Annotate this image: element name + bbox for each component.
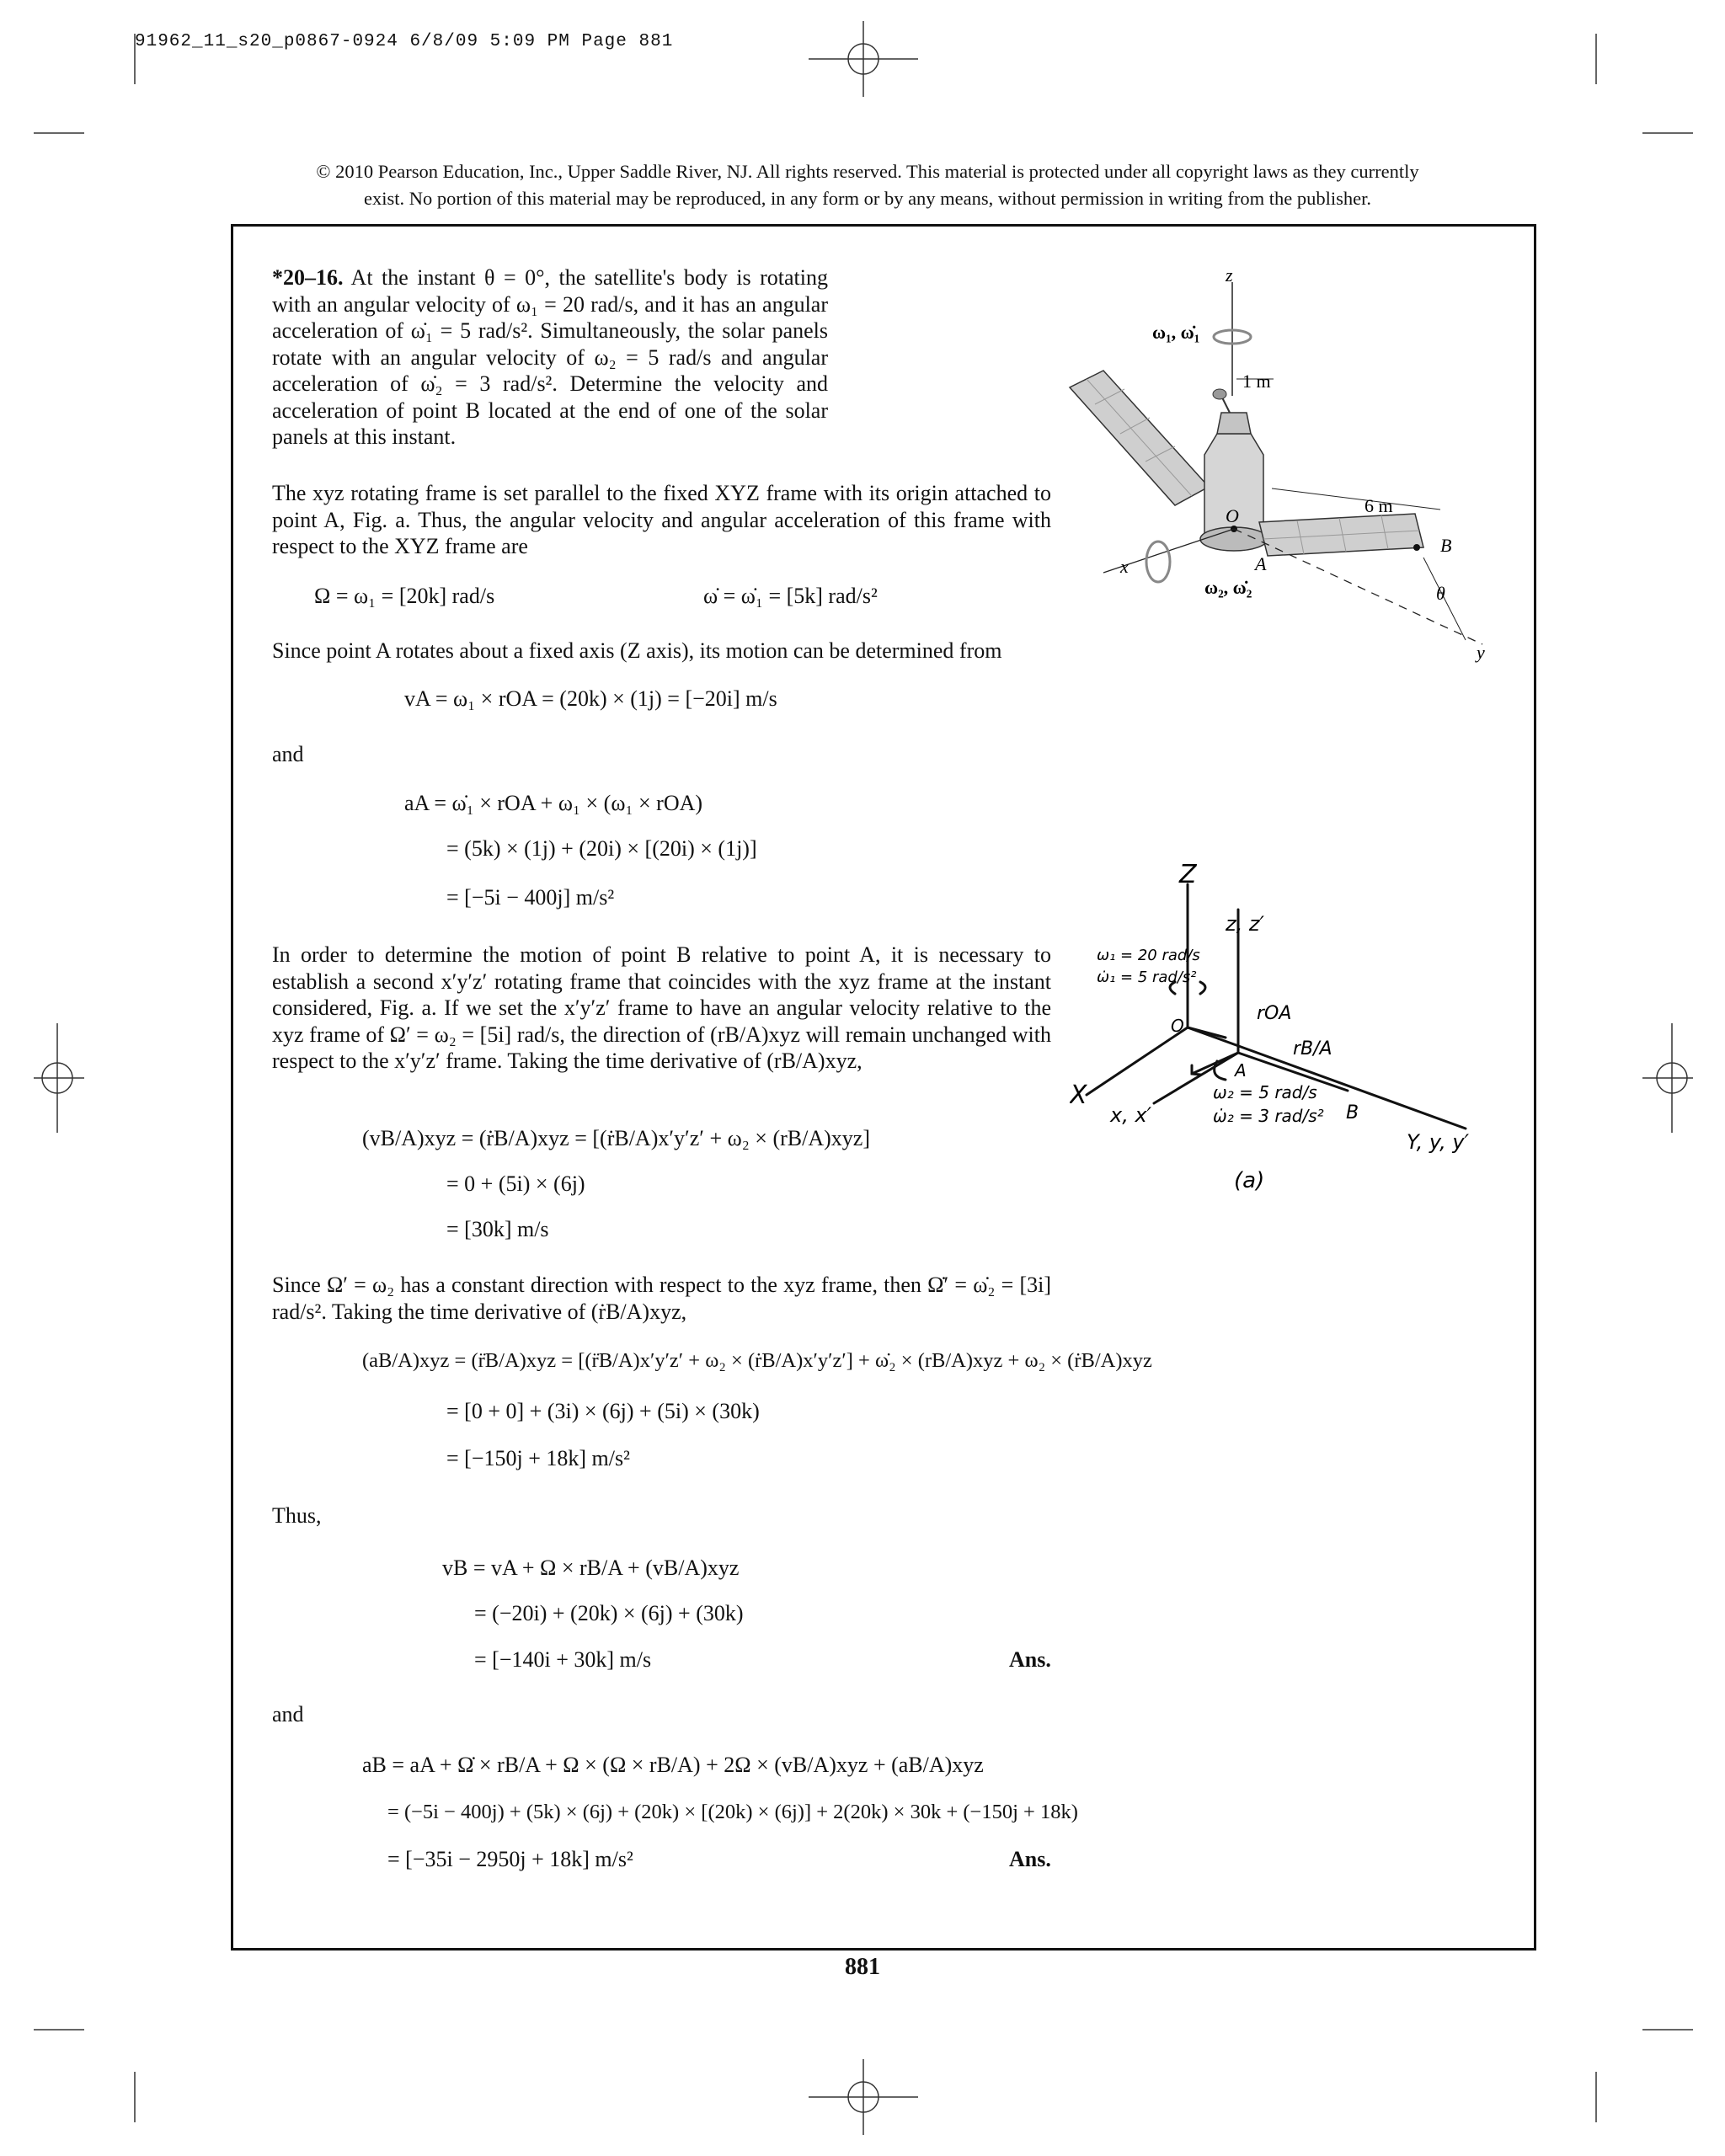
fig2-xx-label: x, x′: [1110, 1103, 1152, 1127]
solution-paragraph-1: The xyz rotating frame is set parallel to the fixed XYZ frame with its origin attached to point A, Fig. a. Thus, the angular velocity and angular acceleration of this frame with respect to the XYZ frame are: [272, 481, 1051, 558]
slug-line: 91962_11_s20_p0867-0924 6/8/09 5:09 PM Page 881: [135, 32, 674, 51]
problem-text: At the instant θ = 0°, the satellite's body is rotating with an angular velocity of ω₁ = 20 rad/s, and it has an angular acceleration of ω̇₁ = 5 rad/s². Simultaneously, the solar panels rotate with an angular velocity of ω₂ = 5 rad/s and angular acceleration of ω̇₂ = 3 rad/s². Determine the velocity and acceleration of point B located at the end of one of the solar panels at this instant.: [272, 265, 828, 449]
problem-statement: [272, 264, 828, 451]
eq-angular-velocity: Ω = ω₁ = [20k] rad/s: [314, 584, 495, 608]
eq-aB-line3: = [−35i − 2950j + 18k] m/s²: [387, 1847, 633, 1871]
eq-aB-line2: = (−5i − 400j) + (5k) × (6j) + (20k) × [(20k) × (6j)] + 2(20k) × 30k + (−150j + 18k): [387, 1801, 1078, 1823]
eq-aA-line2: = (5k) × (1j) + (20i) × [(20i) × (1j)]: [446, 836, 757, 861]
text-and-1: and: [272, 742, 304, 766]
eq-vA: vA = ω₁ × rOA = (20k) × (1j) = [−20i] m/s: [404, 686, 777, 711]
fig2-A-label: A: [1235, 1060, 1247, 1081]
fig1-6m-label: 6 m: [1365, 495, 1393, 516]
eq-angular-acceleration: ω̇ = ω̇₁ = [5k] rad/s²: [703, 584, 878, 608]
fig2-w2-label: ω₂ = 5 rad/s: [1213, 1082, 1317, 1102]
eq-vBA-line1: (vB/A)xyz = (ṙB/A)xyz = [(ṙB/A)x′y′z′ + ω₂ × (rB/A)xyz]: [362, 1126, 870, 1150]
eq-vBA-line3: = [30k] m/s: [446, 1217, 549, 1241]
fig2-zz-label: z, z′: [1226, 912, 1264, 936]
page-number: 881: [845, 1954, 880, 1980]
satellite-figure: [1053, 261, 1491, 682]
fig1-A-label: A: [1255, 553, 1267, 574]
copyright-notice: [236, 158, 1499, 212]
fig2-Z-label: Z: [1179, 860, 1197, 889]
fig2-w1-label: ω₁ = 20 rad/s: [1097, 947, 1200, 964]
fig2-rOA-label: rOA: [1257, 1003, 1292, 1024]
solution-paragraph-2: Since point A rotates about a fixed axis (Z axis), its motion can be determined from: [272, 638, 1002, 663]
copyright-line-1: © 2010 Pearson Education, Inc., Upper Saddle River, NJ. All rights reserved. This material is protected under all copyright laws as they currently: [316, 161, 1419, 182]
fig1-omega1-label: ω₁, ω̇₁: [1152, 322, 1200, 343]
answer-label-aB: Ans.: [1009, 1847, 1051, 1871]
fig1-y-label: y: [1477, 642, 1485, 663]
problem-number: *20–16.: [272, 265, 344, 290]
eq-aB-line1: aB = aA + Ω̇ × rB/A + Ω × (Ω × rB/A) + 2Ω × (vB/A)xyz + (aB/A)xyz: [362, 1753, 984, 1777]
eq-vB-line3: = [−140i + 30k] m/s: [474, 1647, 652, 1672]
text-thus: Thus,: [272, 1503, 322, 1528]
coordinate-sketch-figure: [1070, 851, 1541, 1204]
eq-aBA-line3: = [−150j + 18k] m/s²: [446, 1446, 630, 1470]
eq-vBA-line2: = 0 + (5i) × (6j): [446, 1171, 585, 1196]
eq-aA-line1: aA = ω̇₁ × rOA + ω₁ × (ω₁ × rOA): [404, 791, 703, 815]
fig2-O-label: O: [1171, 1016, 1184, 1036]
eq-aA-line3: = [−5i − 400j] m/s²: [446, 885, 615, 910]
eq-vB-line1: vB = vA + Ω × rB/A + (vB/A)xyz: [442, 1556, 740, 1580]
fig2-caption: (a): [1234, 1168, 1265, 1193]
fig2-w1dot-label: ω̇₁ = 5 rad/s²: [1097, 969, 1197, 986]
eq-aBA-line2: = [0 + 0] + (3i) × (6j) + (5i) × (30k): [446, 1399, 760, 1423]
answer-label-vB: Ans.: [1009, 1647, 1051, 1672]
fig2-rBA-label: rB/A: [1293, 1038, 1332, 1059]
fig1-B-label: B: [1440, 535, 1452, 556]
fig1-omega2-label: ω₂, ω̇₂: [1204, 577, 1252, 598]
fig1-x-label: x: [1120, 556, 1129, 577]
fig2-B-label: B: [1346, 1102, 1359, 1123]
fig1-z-label: z: [1226, 264, 1233, 286]
solution-paragraph-4: Since Ω′ = ω₂ has a constant direction with respect to the xyz frame, then Ω̇′ = ω̇₂ = [3i] rad/s². Taking the time derivative of (ṙB/A)xyz,: [272, 1273, 1051, 1324]
text-and-2: and: [272, 1702, 304, 1726]
fig2-w2dot-label: ω̇₂ = 3 rad/s²: [1213, 1106, 1324, 1126]
fig1-theta-label: θ: [1436, 583, 1445, 604]
eq-vB-line2: = (−20i) + (20k) × (6j) + (30k): [474, 1601, 744, 1625]
fig2-Y-label: Y, y, y′: [1407, 1130, 1470, 1154]
copyright-line-2: exist. No portion of this material may be reproduced, in any form or by any means, without permission in writing from the publisher.: [363, 188, 1371, 209]
fig1-1m-label: 1 m: [1242, 371, 1271, 392]
fig2-X-label: X: [1070, 1081, 1087, 1110]
eq-aBA-line1: (aB/A)xyz = (r̈B/A)xyz = [(r̈B/A)x′y′z′ + ω₂ × (ṙB/A)x′y′z′] + ω̇₂ × (rB/A)xyz + ω₂ × (ṙB/A)xyz: [362, 1349, 1152, 1372]
fig1-O-label: O: [1226, 505, 1239, 526]
solution-paragraph-3: In order to determine the motion of point B relative to point A, it is necessary to establish a second x′y′z′ rotating frame that coincides with the xyz frame at the instant considered, Fig. a. If we set the x′y′z′ frame to have an angular velocity relative to the xyz frame of Ω′ = ω₂ = [5i] rad/s, the direction of (rB/A)xyz will remain unchanged with respect to the x′y′z′ frame. Taking the time derivative of (rB/A)xyz,: [272, 942, 1051, 1073]
